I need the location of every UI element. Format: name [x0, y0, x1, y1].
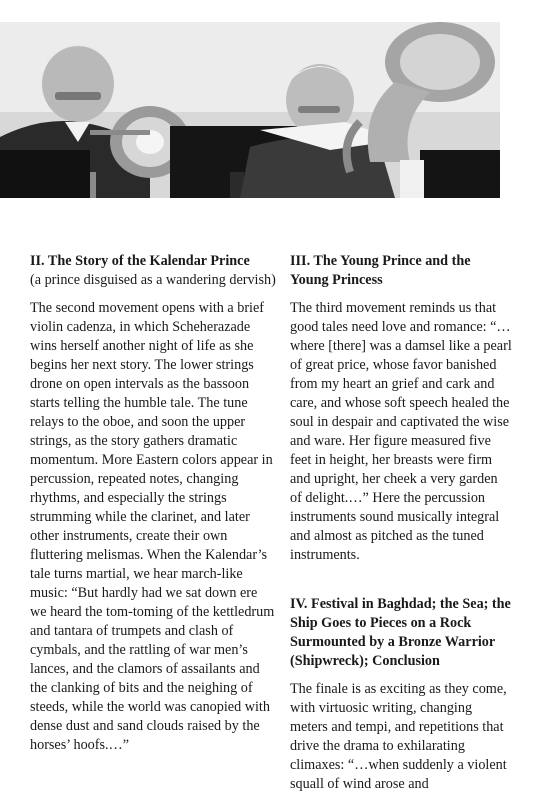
- section-three-heading: III. The Young Prince and the Young Princess: [290, 253, 471, 288]
- section-two-body: The second movement opens with a brief violin cadenza, in which Scheherazade wins herself another night of life as she begins her next story. The lower strings drone on open intervals as the bassoon starts telling the humble tale. The tune relays to the oboe, and soon the upper strings, as the story gathers dramatic momentum. More Eastern colors appear in percussion, repeated notes, changing rhythms, and especially the strings strumming while the clarinet, and later other instruments, create their own fluttering melismas. When the Kalendar’s tale turns martial, we hear march-like music: “But hardly had we sat down ere we heard the tom-toming of the kettledrum and tantara of trumpets and clash of cymbals, and the rattling of war men’s lances, and the clamors of assailants and the clanking of bits and the neighing of steeds, while the world was canopied with dense dust and sand clouds raised by the horses’ hoofs.…”: [30, 300, 275, 753]
- left-column: [30, 252, 276, 755]
- section-three-body: The third movement reminds us that good tales need love and romance: “…where [there] was a damsel like a pearl of great price, whose favor banished from my heart an grief and cark and care, and whose soft speech healed the soul in despair and captivated the wise and ware. Her figure measured five feet in height, her breasts were firm and upright, her cheek a very garden of delight.…” Here the percussion instruments sound musically integral and almost as pitched as the tuned instruments.: [290, 300, 512, 563]
- section-divider: [290, 565, 512, 595]
- section-two-subheading: (a prince disguised as a wandering dervish): [30, 272, 276, 288]
- section-two-heading-block: [30, 252, 276, 290]
- section-four-body: The finale is as exciting as they come, with virtuosic writing, changing meters and tempi, and repetitions that drive the drama to exhilarating climaxes: “…when suddenly a violent squall of wind arose and: [290, 681, 507, 792]
- section-four-heading-block: [290, 595, 512, 671]
- right-column: [290, 252, 512, 794]
- brass-players-illustration: [0, 22, 500, 198]
- section-two-heading: II. The Story of the Kalendar Prince: [30, 253, 250, 269]
- section-four-heading: IV. Festival in Baghdad; the Sea; the Ship Goes to Pieces on a Rock Surmounted by a Bronze Warrior (Shipwreck); Conclusion: [290, 596, 511, 669]
- orchestra-photo: [0, 22, 500, 198]
- section-three-heading-block: [290, 252, 512, 290]
